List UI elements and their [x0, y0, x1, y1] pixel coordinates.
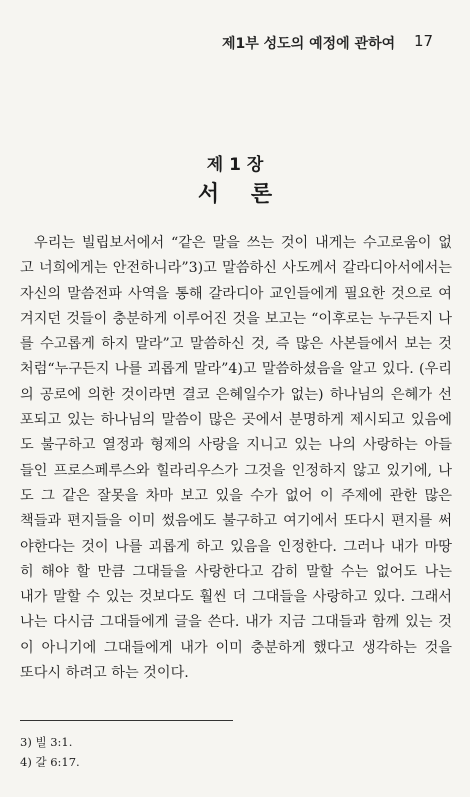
- text-line: 책들과 편지들을 이미 썼음에도 불구하고 여기에서 또다시 편지를 써: [20, 513, 452, 530]
- running-header: [0, 33, 470, 53]
- footnote: 3) 빌 3:1.: [20, 735, 73, 749]
- text-line: 내가 말할 수 있는 것보다도 훨씬 더 그대들을 사랑하고 있다. 그래서: [20, 589, 452, 606]
- text-line: 들인 프로스페루스와 힐라리우스가 그것을 인정하지 않고 있기에, 나: [20, 462, 452, 479]
- text-line: 도 불구하고 열정과 형제의 사랑을 지니고 있는 나의 사랑하는 아들: [20, 437, 452, 454]
- text-line: 겨지던 것들이 충분하게 이루어진 것을 보고는 “이후로는 누구든지 나: [20, 310, 452, 327]
- text-line: 자신의 말씀전파 사역을 통해 갈라디아 교인들에게 필요한 것으로 여: [20, 285, 452, 302]
- running-title: 제1부 성도의 예정에 관하여: [222, 36, 396, 52]
- chapter-title: 서 론: [197, 182, 285, 207]
- footnote-divider: [20, 720, 233, 721]
- text-line: 도 그 같은 잘못을 차마 보고 있을 수가 없어 이 주제에 관한 많은: [20, 487, 452, 504]
- chapter-heading: [0, 150, 470, 208]
- text-line: 히 해야 할 만큼 그대들을 사랑한다고 감히 말할 수는 없어도 나는: [20, 563, 452, 580]
- text-line: 처럼“누구든지 나를 괴롭게 말라”4)고 말씀하셨음을 알고 있다. (우리: [20, 361, 452, 378]
- body-paragraph: [20, 231, 452, 686]
- footnotes: [20, 732, 80, 772]
- page-number: 17: [414, 32, 434, 50]
- text-line: 야한다는 것이 나를 괴롭게 하고 있음을 인정한다. 그러나 내가 마땅: [20, 538, 452, 555]
- text-line: 이 아니기에 그대들에게 내가 이미 충분하게 했다고 생각하는 것을: [20, 639, 452, 656]
- text-line: 를 수고롭게 하지 말라”고 말씀하신 것, 즉 많은 사본들에서 보는 것: [20, 336, 452, 353]
- text-line: 고 너희에게는 안전하니라”3)고 말씀하신 사도께서 갈라디아서에서는: [20, 260, 452, 277]
- text-line: 나는 다시금 그대들에게 글을 쓴다. 내가 지금 그대들과 함께 있는 것: [20, 614, 452, 631]
- text-line: 의 공로에 의한 것이라면 결코 은혜일수가 없는) 하나님의 은혜가 선: [20, 386, 452, 403]
- text-line: 포되고 있는 하나님의 말씀이 많은 곳에서 분명하게 제시되고 있음에: [20, 412, 452, 429]
- text-line: 우리는 빌립보서에서 “같은 말을 쓰는 것이 내게는 수고로움이 없: [34, 235, 452, 251]
- chapter-number: 제 1 장: [206, 155, 264, 175]
- footnote: 4) 갈 6:17.: [20, 755, 80, 769]
- text-line: 또다시 하려고 하는 것이다.: [20, 665, 189, 682]
